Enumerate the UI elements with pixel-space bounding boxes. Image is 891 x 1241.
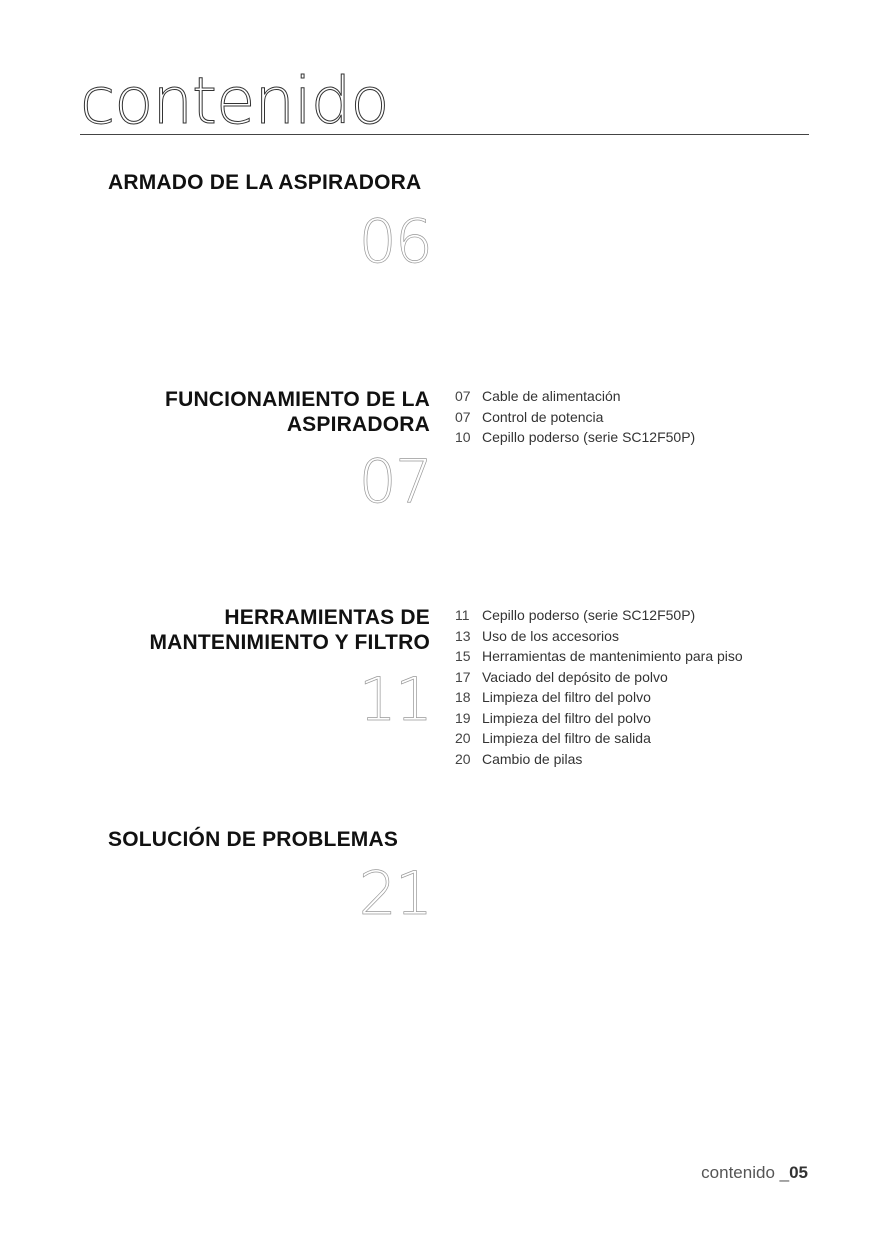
- toc-page-number: 13: [455, 627, 471, 644]
- toc-item[interactable]: [455, 667, 743, 688]
- section-number: 11: [358, 665, 431, 735]
- toc-item[interactable]: [455, 605, 743, 626]
- toc-page-number: 20: [455, 730, 471, 746]
- toc-page-number: 15: [455, 648, 471, 664]
- toc-item[interactable]: [455, 427, 695, 448]
- toc-item[interactable]: [455, 687, 743, 708]
- toc-item[interactable]: [455, 749, 743, 770]
- toc-item-text: Control de potencia: [482, 408, 604, 425]
- section-number: 21: [358, 859, 431, 929]
- toc-item[interactable]: [455, 386, 695, 407]
- toc-item-text: Vaciado del depósito de polvo: [482, 668, 668, 685]
- toc-item-text: Cepillo poderso (serie SC12F50P): [482, 607, 696, 623]
- toc-item-text: Limpieza del filtro de salida: [482, 730, 651, 746]
- section-number: 06: [358, 207, 431, 277]
- toc-page-number: 20: [455, 750, 471, 767]
- footer-label: contenido _: [701, 1163, 790, 1182]
- toc-item-text: Cambio de pilas: [482, 750, 583, 767]
- heading-line: ASPIRADORA: [286, 413, 430, 436]
- toc-item-text: Limpieza del filtro del polvo: [482, 689, 651, 705]
- section-heading: ARMADO DE LA ASPIRADORA: [108, 171, 422, 194]
- toc-page-number: 19: [455, 709, 471, 726]
- toc-list: [455, 605, 743, 769]
- toc-item-text: Herramientas de mantenimiento para piso: [482, 648, 743, 664]
- section-heading: SOLUCIÓN DE PROBLEMAS: [108, 828, 399, 851]
- toc-page-number: 17: [455, 668, 471, 685]
- toc-item-text: Uso de los accesorios: [482, 627, 619, 644]
- toc-item-text: Limpieza del filtro del polvo: [482, 709, 651, 726]
- section-heading: [70, 605, 430, 655]
- toc-item[interactable]: [455, 407, 695, 428]
- toc-item-text: Cepillo poderso (serie SC12F50P): [482, 429, 696, 445]
- section-heading: [70, 387, 430, 437]
- heading-line: FUNCIONAMIENTO DE LA: [165, 388, 430, 411]
- toc-item[interactable]: [455, 646, 743, 667]
- heading-line: MANTENIMIENTO Y FILTRO: [149, 631, 430, 654]
- page-footer: [701, 1163, 808, 1183]
- toc-page-number: 10: [455, 429, 471, 445]
- toc-item[interactable]: [455, 728, 743, 749]
- toc-item[interactable]: [455, 626, 743, 647]
- title-rule: [80, 134, 809, 135]
- heading-line: HERRAMIENTAS DE: [224, 606, 430, 629]
- footer-page-number: 05: [789, 1163, 808, 1182]
- toc-page-number: 07: [455, 388, 471, 404]
- toc-item[interactable]: [455, 708, 743, 729]
- toc-list: [455, 386, 695, 448]
- toc-page-number: 11: [455, 607, 470, 623]
- section-number: 07: [358, 447, 431, 517]
- toc-page-number: 18: [455, 689, 471, 705]
- toc-page-number: 07: [455, 408, 471, 425]
- page-title: contenido: [80, 65, 389, 139]
- toc-item-text: Cable de alimentación: [482, 388, 621, 404]
